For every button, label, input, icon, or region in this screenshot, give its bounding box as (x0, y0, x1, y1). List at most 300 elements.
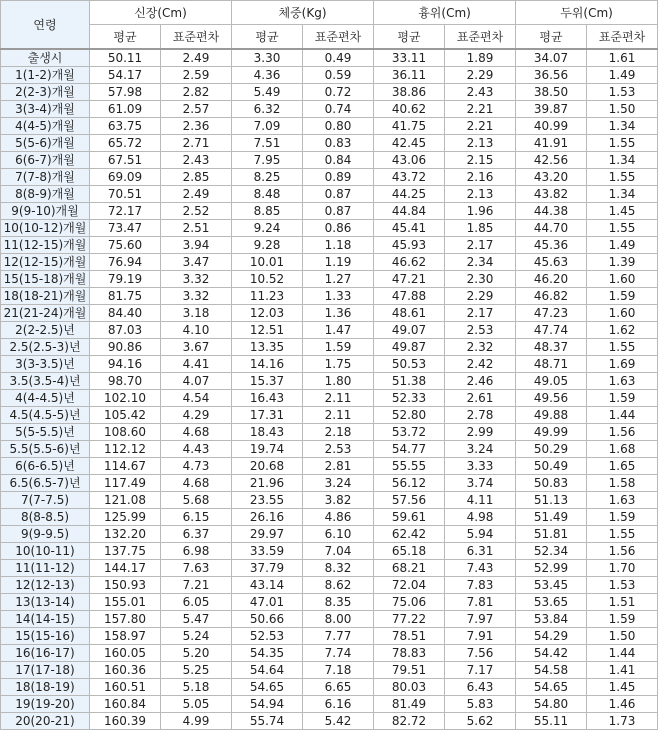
chest-mean-cell: 33.11 (374, 49, 445, 67)
head-sd-cell: 1.62 (587, 322, 658, 339)
weight-sd-cell: 6.16 (303, 696, 374, 713)
weight-mean-cell: 7.95 (232, 152, 303, 169)
weight-mean-cell: 13.35 (232, 339, 303, 356)
height-sd-cell: 5.18 (161, 679, 232, 696)
height-sd-cell: 4.68 (161, 475, 232, 492)
height-mean-cell: 79.19 (90, 271, 161, 288)
age-cell: 9(9-10)개월 (1, 203, 90, 220)
head-sd-cell: 1.46 (587, 696, 658, 713)
height-sd-cell: 3.32 (161, 271, 232, 288)
table-row (1, 152, 658, 169)
table-row (1, 407, 658, 424)
age-cell: 18(18-19) (1, 679, 90, 696)
chest-sd-cell: 2.13 (445, 186, 516, 203)
height-sd-cell: 2.43 (161, 152, 232, 169)
height-sd-cell: 4.54 (161, 390, 232, 407)
height-sd-header: 표준편차 (161, 25, 232, 50)
chest-sd-cell: 2.34 (445, 254, 516, 271)
height-mean-cell: 160.05 (90, 645, 161, 662)
chest-sd-cell: 5.94 (445, 526, 516, 543)
chest-sd-cell: 7.81 (445, 594, 516, 611)
chest-mean-cell: 62.42 (374, 526, 445, 543)
weight-mean-cell: 14.16 (232, 356, 303, 373)
table-row (1, 288, 658, 305)
weight-sd-cell: 1.27 (303, 271, 374, 288)
head-sd-cell: 1.65 (587, 458, 658, 475)
age-cell: 13(13-14) (1, 594, 90, 611)
age-cell: 11(12-15)개월 (1, 237, 90, 254)
table-row (1, 543, 658, 560)
height-mean-cell: 87.03 (90, 322, 161, 339)
weight-sd-cell: 0.80 (303, 118, 374, 135)
head-mean-cell: 46.82 (516, 288, 587, 305)
head-mean-cell: 39.87 (516, 101, 587, 118)
height-mean-cell: 112.12 (90, 441, 161, 458)
chest-mean-cell: 59.61 (374, 509, 445, 526)
head-mean-cell: 48.37 (516, 339, 587, 356)
height-sd-cell: 6.98 (161, 543, 232, 560)
height-mean-cell: 117.49 (90, 475, 161, 492)
head-mean-cell: 54.42 (516, 645, 587, 662)
head-sd-cell: 1.49 (587, 237, 658, 254)
chest-mean-cell: 57.56 (374, 492, 445, 509)
chest-sd-cell: 2.17 (445, 237, 516, 254)
head-sd-cell: 1.45 (587, 679, 658, 696)
head-sd-cell: 1.55 (587, 220, 658, 237)
age-cell: 7(7-7.5) (1, 492, 90, 509)
chest-sd-cell: 2.42 (445, 356, 516, 373)
head-mean-cell: 44.38 (516, 203, 587, 220)
table-row (1, 509, 658, 526)
chest-sd-cell: 2.78 (445, 407, 516, 424)
weight-sd-cell: 0.84 (303, 152, 374, 169)
chest-mean-cell: 54.77 (374, 441, 445, 458)
chest-mean-cell: 46.62 (374, 254, 445, 271)
head-sd-cell: 1.60 (587, 305, 658, 322)
weight-mean-cell: 52.53 (232, 628, 303, 645)
head-sd-cell: 1.59 (587, 611, 658, 628)
weight-sd-cell: 0.74 (303, 101, 374, 118)
weight-sd-cell: 0.59 (303, 67, 374, 84)
chest-mean-cell: 49.07 (374, 322, 445, 339)
chest-sd-cell: 7.91 (445, 628, 516, 645)
head-mean-cell: 49.99 (516, 424, 587, 441)
head-mean-cell: 55.11 (516, 713, 587, 730)
head-mean-cell: 44.70 (516, 220, 587, 237)
height-mean-cell: 61.09 (90, 101, 161, 118)
table-row (1, 679, 658, 696)
head-sd-cell: 1.61 (587, 49, 658, 67)
weight-mean-cell: 12.03 (232, 305, 303, 322)
head-mean-cell: 53.45 (516, 577, 587, 594)
head-sd-cell: 1.56 (587, 424, 658, 441)
head-mean-cell: 47.23 (516, 305, 587, 322)
height-mean-cell: 57.98 (90, 84, 161, 101)
weight-sd-cell: 2.11 (303, 407, 374, 424)
table-row (1, 492, 658, 509)
height-mean-cell: 155.01 (90, 594, 161, 611)
head-sd-cell: 1.34 (587, 118, 658, 135)
head-mean-cell: 50.49 (516, 458, 587, 475)
weight-mean-cell: 16.43 (232, 390, 303, 407)
chest-mean-cell: 47.21 (374, 271, 445, 288)
age-cell: 3(3-4)개월 (1, 101, 90, 118)
head-sd-cell: 1.60 (587, 271, 658, 288)
age-cell: 4(4-5)개월 (1, 118, 90, 135)
table-row (1, 254, 658, 271)
chest-mean-cell: 72.04 (374, 577, 445, 594)
chest-mean-cell: 38.86 (374, 84, 445, 101)
height-mean-cell: 160.51 (90, 679, 161, 696)
table-row (1, 203, 658, 220)
height-sd-cell: 5.47 (161, 611, 232, 628)
table-row (1, 662, 658, 679)
table-row (1, 628, 658, 645)
chest-sd-cell: 2.30 (445, 271, 516, 288)
age-cell: 10(10-11) (1, 543, 90, 560)
age-cell: 8(8-8.5) (1, 509, 90, 526)
weight-sd-cell: 0.87 (303, 203, 374, 220)
chest-mean-cell: 36.11 (374, 67, 445, 84)
chest-sd-cell: 4.98 (445, 509, 516, 526)
height-sd-cell: 2.49 (161, 49, 232, 67)
height-mean-cell: 75.60 (90, 237, 161, 254)
weight-sd-cell: 3.82 (303, 492, 374, 509)
height-mean-cell: 90.86 (90, 339, 161, 356)
height-sd-cell: 6.15 (161, 509, 232, 526)
head-sd-header: 표준편차 (587, 25, 658, 50)
chest-mean-cell: 81.49 (374, 696, 445, 713)
height-sd-cell: 2.57 (161, 101, 232, 118)
weight-mean-cell: 33.59 (232, 543, 303, 560)
head-sd-cell: 1.53 (587, 577, 658, 594)
height-sd-cell: 4.68 (161, 424, 232, 441)
weight-mean-cell: 12.51 (232, 322, 303, 339)
table-row (1, 713, 658, 730)
weight-group-header: 체중(Kg) (232, 1, 374, 25)
weight-mean-cell: 9.28 (232, 237, 303, 254)
table-row (1, 594, 658, 611)
height-sd-cell: 2.59 (161, 67, 232, 84)
table-row (1, 169, 658, 186)
chest-sd-cell: 1.89 (445, 49, 516, 67)
weight-sd-cell: 6.65 (303, 679, 374, 696)
head-group-header: 두위(Cm) (516, 1, 658, 25)
age-cell: 6(6-7)개월 (1, 152, 90, 169)
chest-mean-cell: 43.72 (374, 169, 445, 186)
head-sd-cell: 1.44 (587, 645, 658, 662)
weight-mean-cell: 54.35 (232, 645, 303, 662)
age-cell: 5.5(5.5-6)년 (1, 441, 90, 458)
weight-sd-cell: 4.86 (303, 509, 374, 526)
head-sd-cell: 1.49 (587, 67, 658, 84)
height-sd-cell: 4.07 (161, 373, 232, 390)
chest-mean-cell: 51.38 (374, 373, 445, 390)
head-sd-cell: 1.68 (587, 441, 658, 458)
chest-sd-cell: 2.13 (445, 135, 516, 152)
weight-sd-cell: 8.62 (303, 577, 374, 594)
height-sd-cell: 4.73 (161, 458, 232, 475)
height-sd-cell: 5.25 (161, 662, 232, 679)
weight-sd-cell: 1.80 (303, 373, 374, 390)
height-sd-cell: 3.32 (161, 288, 232, 305)
chest-mean-cell: 43.06 (374, 152, 445, 169)
age-cell: 21(21-24)개월 (1, 305, 90, 322)
head-mean-cell: 54.29 (516, 628, 587, 645)
height-mean-cell: 137.75 (90, 543, 161, 560)
chest-sd-cell: 2.99 (445, 424, 516, 441)
table-row (1, 560, 658, 577)
chest-mean-cell: 55.55 (374, 458, 445, 475)
age-cell: 19(19-20) (1, 696, 90, 713)
table-row (1, 322, 658, 339)
head-sd-cell: 1.55 (587, 339, 658, 356)
age-cell: 5(5-5.5)년 (1, 424, 90, 441)
weight-mean-cell: 43.14 (232, 577, 303, 594)
head-sd-cell: 1.50 (587, 628, 658, 645)
weight-mean-cell: 10.01 (232, 254, 303, 271)
weight-sd-cell: 8.00 (303, 611, 374, 628)
height-mean-cell: 160.84 (90, 696, 161, 713)
table-row (1, 475, 658, 492)
table-row (1, 611, 658, 628)
height-mean-cell: 125.99 (90, 509, 161, 526)
head-sd-cell: 1.55 (587, 526, 658, 543)
weight-mean-cell: 37.79 (232, 560, 303, 577)
height-mean-cell: 84.40 (90, 305, 161, 322)
height-mean-cell: 132.20 (90, 526, 161, 543)
weight-sd-cell: 0.86 (303, 220, 374, 237)
age-cell: 출생시 (1, 49, 90, 67)
age-cell: 1(1-2)개월 (1, 67, 90, 84)
table-row (1, 356, 658, 373)
head-mean-cell: 52.34 (516, 543, 587, 560)
chest-sd-cell: 2.61 (445, 390, 516, 407)
table-row (1, 67, 658, 84)
weight-mean-cell: 8.48 (232, 186, 303, 203)
table-body (1, 49, 658, 730)
weight-sd-cell: 0.72 (303, 84, 374, 101)
age-cell: 3(3-3.5)년 (1, 356, 90, 373)
weight-mean-cell: 6.32 (232, 101, 303, 118)
age-cell: 4(4-4.5)년 (1, 390, 90, 407)
chest-mean-cell: 44.25 (374, 186, 445, 203)
chest-mean-cell: 52.33 (374, 390, 445, 407)
chest-sd-cell: 6.43 (445, 679, 516, 696)
head-mean-cell: 40.99 (516, 118, 587, 135)
height-group-header: 신장(Cm) (90, 1, 232, 25)
weight-sd-cell: 7.77 (303, 628, 374, 645)
height-sd-cell: 5.24 (161, 628, 232, 645)
chest-sd-cell: 2.53 (445, 322, 516, 339)
height-sd-cell: 2.71 (161, 135, 232, 152)
weight-mean-cell: 29.97 (232, 526, 303, 543)
head-sd-cell: 1.34 (587, 152, 658, 169)
age-cell: 15(15-18)개월 (1, 271, 90, 288)
table-row (1, 118, 658, 135)
head-mean-cell: 49.56 (516, 390, 587, 407)
table-row (1, 271, 658, 288)
height-mean-cell: 158.97 (90, 628, 161, 645)
weight-mean-cell: 5.49 (232, 84, 303, 101)
table-row (1, 237, 658, 254)
height-mean-cell: 144.17 (90, 560, 161, 577)
chest-sd-cell: 2.16 (445, 169, 516, 186)
chest-sd-cell: 5.83 (445, 696, 516, 713)
height-sd-cell: 3.18 (161, 305, 232, 322)
weight-mean-cell: 21.96 (232, 475, 303, 492)
weight-sd-cell: 2.11 (303, 390, 374, 407)
age-cell: 2(2-3)개월 (1, 84, 90, 101)
chest-mean-cell: 78.83 (374, 645, 445, 662)
height-mean-cell: 157.80 (90, 611, 161, 628)
age-cell: 10(10-12)개월 (1, 220, 90, 237)
weight-mean-cell: 17.31 (232, 407, 303, 424)
head-mean-cell: 45.36 (516, 237, 587, 254)
age-cell: 15(15-16) (1, 628, 90, 645)
chest-mean-cell: 52.80 (374, 407, 445, 424)
chest-sd-cell: 3.24 (445, 441, 516, 458)
head-mean-cell: 53.65 (516, 594, 587, 611)
chest-mean-cell: 56.12 (374, 475, 445, 492)
head-mean-cell: 51.13 (516, 492, 587, 509)
table-row (1, 645, 658, 662)
sub-header-row (1, 25, 658, 50)
height-sd-cell: 2.51 (161, 220, 232, 237)
chest-sd-cell: 2.43 (445, 84, 516, 101)
head-mean-cell: 49.05 (516, 373, 587, 390)
height-sd-cell: 3.47 (161, 254, 232, 271)
table-row (1, 424, 658, 441)
head-mean-cell: 47.74 (516, 322, 587, 339)
weight-sd-cell: 0.89 (303, 169, 374, 186)
weight-sd-header: 표준편차 (303, 25, 374, 50)
weight-sd-cell: 1.75 (303, 356, 374, 373)
chest-mean-cell: 47.88 (374, 288, 445, 305)
head-mean-cell: 45.63 (516, 254, 587, 271)
weight-sd-cell: 7.04 (303, 543, 374, 560)
head-sd-cell: 1.51 (587, 594, 658, 611)
head-mean-cell: 50.29 (516, 441, 587, 458)
head-mean-cell: 50.83 (516, 475, 587, 492)
height-mean-cell: 50.11 (90, 49, 161, 67)
head-mean-cell: 54.65 (516, 679, 587, 696)
age-cell: 14(14-15) (1, 611, 90, 628)
table-row (1, 305, 658, 322)
chest-mean-cell: 82.72 (374, 713, 445, 730)
weight-sd-cell: 1.47 (303, 322, 374, 339)
age-cell: 12(12-15)개월 (1, 254, 90, 271)
chest-mean-cell: 50.53 (374, 356, 445, 373)
weight-mean-cell: 11.23 (232, 288, 303, 305)
chest-mean-cell: 48.61 (374, 305, 445, 322)
head-mean-cell: 54.58 (516, 662, 587, 679)
height-mean-cell: 76.94 (90, 254, 161, 271)
weight-sd-cell: 3.24 (303, 475, 374, 492)
weight-sd-cell: 6.10 (303, 526, 374, 543)
weight-sd-cell: 1.36 (303, 305, 374, 322)
age-cell: 7(7-8)개월 (1, 169, 90, 186)
height-sd-cell: 4.99 (161, 713, 232, 730)
height-mean-header: 평균 (90, 25, 161, 50)
height-mean-cell: 94.16 (90, 356, 161, 373)
height-mean-cell: 108.60 (90, 424, 161, 441)
age-cell: 2(2-2.5)년 (1, 322, 90, 339)
table-row (1, 577, 658, 594)
head-mean-cell: 54.80 (516, 696, 587, 713)
head-sd-cell: 1.34 (587, 186, 658, 203)
weight-mean-cell: 4.36 (232, 67, 303, 84)
head-mean-cell: 46.20 (516, 271, 587, 288)
age-cell: 17(17-18) (1, 662, 90, 679)
head-sd-cell: 1.70 (587, 560, 658, 577)
chest-mean-cell: 78.51 (374, 628, 445, 645)
chest-mean-cell: 44.84 (374, 203, 445, 220)
height-mean-cell: 65.72 (90, 135, 161, 152)
head-mean-cell: 42.56 (516, 152, 587, 169)
head-mean-cell: 48.71 (516, 356, 587, 373)
height-sd-cell: 2.82 (161, 84, 232, 101)
chest-sd-cell: 4.11 (445, 492, 516, 509)
height-mean-cell: 54.17 (90, 67, 161, 84)
chest-mean-cell: 41.75 (374, 118, 445, 135)
weight-mean-cell: 54.64 (232, 662, 303, 679)
age-cell: 5(5-6)개월 (1, 135, 90, 152)
height-mean-cell: 73.47 (90, 220, 161, 237)
height-mean-cell: 114.67 (90, 458, 161, 475)
chest-mean-header: 평균 (374, 25, 445, 50)
weight-sd-cell: 1.33 (303, 288, 374, 305)
weight-mean-cell: 9.24 (232, 220, 303, 237)
chest-sd-cell: 1.85 (445, 220, 516, 237)
height-mean-cell: 105.42 (90, 407, 161, 424)
height-sd-cell: 4.43 (161, 441, 232, 458)
head-sd-cell: 1.56 (587, 543, 658, 560)
chest-sd-cell: 2.17 (445, 305, 516, 322)
chest-sd-cell: 2.29 (445, 288, 516, 305)
head-sd-cell: 1.58 (587, 475, 658, 492)
table-row (1, 526, 658, 543)
height-mean-cell: 81.75 (90, 288, 161, 305)
table-row (1, 390, 658, 407)
height-sd-cell: 2.52 (161, 203, 232, 220)
weight-sd-cell: 0.83 (303, 135, 374, 152)
weight-mean-cell: 10.52 (232, 271, 303, 288)
age-cell: 18(18-21)개월 (1, 288, 90, 305)
head-mean-header: 평균 (516, 25, 587, 50)
height-mean-cell: 160.36 (90, 662, 161, 679)
weight-mean-cell: 26.16 (232, 509, 303, 526)
age-cell: 3.5(3.5-4)년 (1, 373, 90, 390)
height-sd-cell: 7.63 (161, 560, 232, 577)
weight-sd-cell: 5.42 (303, 713, 374, 730)
head-sd-cell: 1.59 (587, 390, 658, 407)
table-row (1, 49, 658, 67)
chest-sd-cell: 7.43 (445, 560, 516, 577)
chest-sd-cell: 6.31 (445, 543, 516, 560)
height-sd-cell: 5.68 (161, 492, 232, 509)
chest-sd-cell: 7.83 (445, 577, 516, 594)
weight-sd-cell: 0.87 (303, 186, 374, 203)
age-cell: 11(11-12) (1, 560, 90, 577)
height-sd-cell: 4.10 (161, 322, 232, 339)
chest-sd-cell: 7.56 (445, 645, 516, 662)
chest-mean-cell: 80.03 (374, 679, 445, 696)
head-sd-cell: 1.50 (587, 101, 658, 118)
weight-sd-cell: 7.74 (303, 645, 374, 662)
weight-sd-cell: 8.35 (303, 594, 374, 611)
weight-mean-cell: 8.85 (232, 203, 303, 220)
